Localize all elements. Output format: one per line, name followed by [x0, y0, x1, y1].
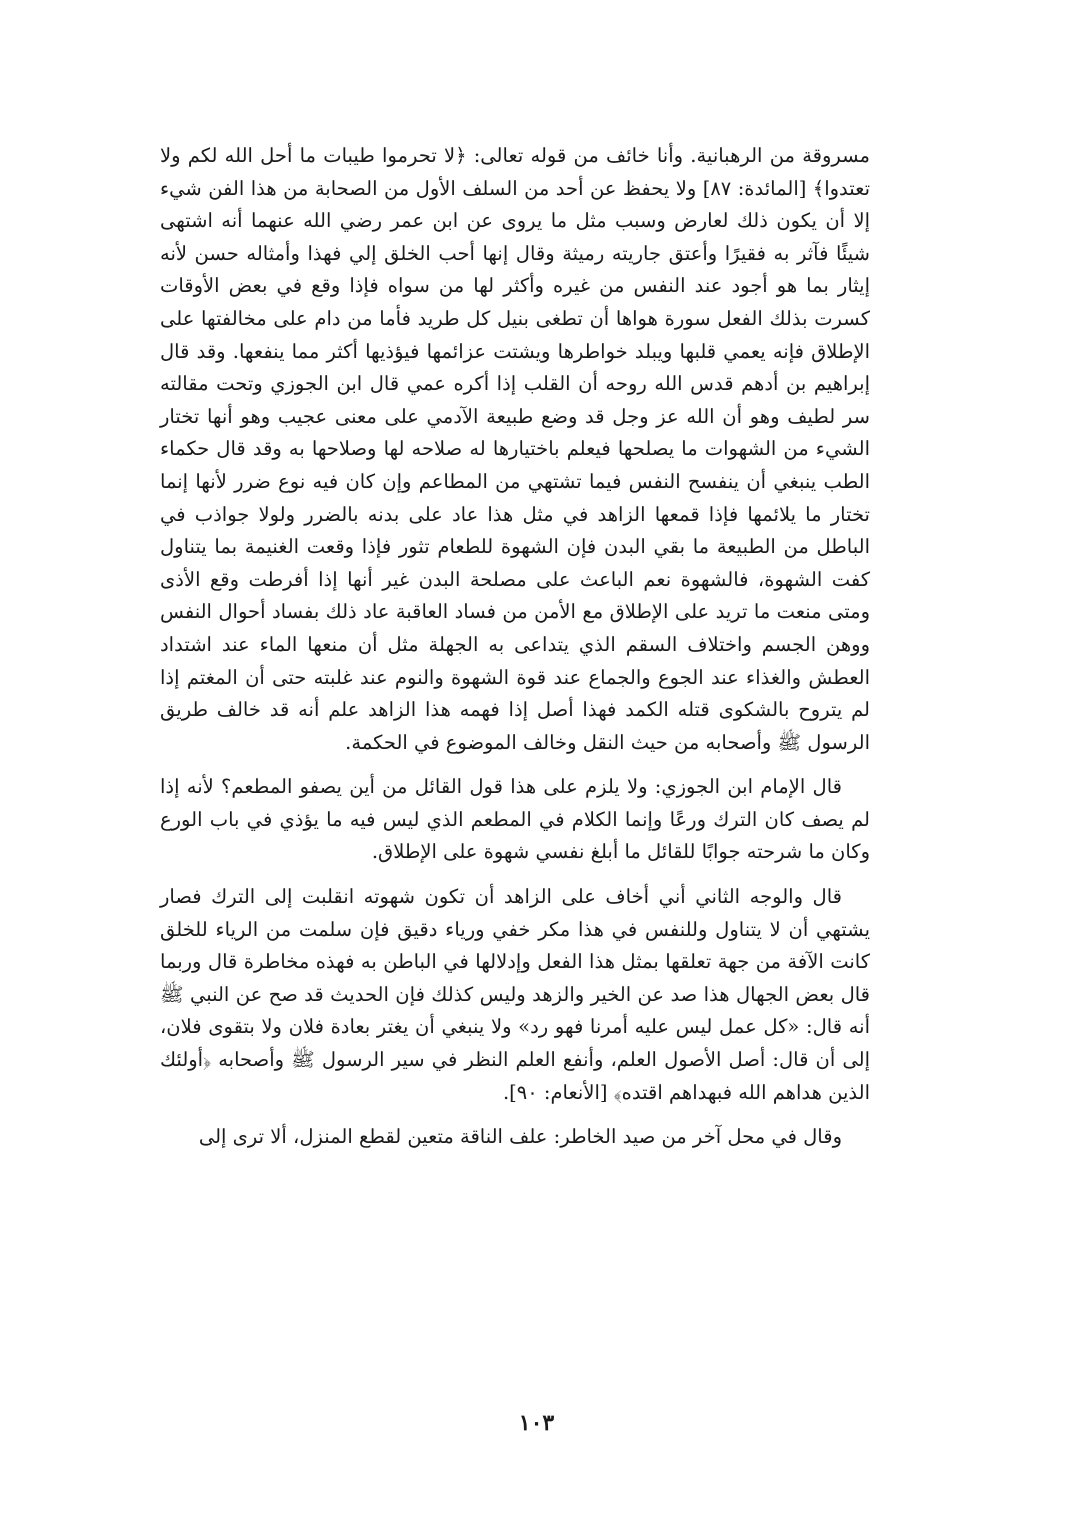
page-number: ١٠٣	[518, 1410, 555, 1436]
paragraph-2: قال الإمام ابن الجوزي: ولا يلزم على هذا قول القائل من أين يصفو المطعم؟ لأنه إذا لم يصف كان الترك ورعًا وإنما الكلام في المطعم الذي ليس فيه ما يؤذي في باب الورع وكان ما شرحته جوابًا للقائل ما أبلغ نفسي شهوة على الإطلاق.	[160, 775, 870, 864]
paragraph-4: وقال في محل آخر من صيد الخاطر: علف الناقة متعين لقطع المنزل، ألا ترى إلى	[198, 1125, 842, 1149]
paragraph-1: مسروقة من الرهبانية. وأنا خائف من قوله تعالى: ﴿لا تحرموا طيبات ما أحل الله لكم ولا تعتدوا﴾ [المائدة: ٨٧] ولا يحفظ عن أحد من السلف الأول من الصحابة من هذا الفن شيء إلا أن يكون ذلك لعارض وسبب مثل ما يروى عن ابن عمر رضي الله عنهما أنه اشتهى شيئًا فآثر به فقيرًا وأعتق جاريته رميثة وقال إنها أحب الخلق إلي فهذا وأمثاله حسن لأنه إيثار بما هو أجود عند النفس من غيره وأكثر لها من سواه فإذا وقع في بعض الأوقات كسرت بذلك الفعل سورة هواها أن تطغى بنيل كل طريد فأما من دام على مخالفتها على الإطلاق فإنه يعمي قلبها ويبلد خواطرها ويشتت عزائمها فيؤذيها أكثر مما ينفعها. وقد قال إبراهيم بن أدهم قدس الله روحه أن القلب إذا أكره عمي قال ابن الجوزي وتحت مقالته سر لطيف وهو أن الله عز وجل قد وضع طبيعة الآدمي على معنى عجيب وهو أنها تختار الشيء من الشهوات ما يصلحها فيعلم باختيارها له صلاحه لها وصلاحها به وقد قال حكماء الطب ينبغي أن ينفسح النفس فيما تشتهي من المطاعم وإن كان فيه نوع ضرر لأنها إنما تختار ما يلائمها فإذا قمعها الزاهد في مثل هذا عاد على بدنه بالضرر ولولا جواذب في الباطل من الطبيعة ما بقي البدن فإن الشهوة للطعام تثور فإذا وقعت الغنيمة بما يتناول كفت الشهوة، فالشهوة نعم الباعث على مصلحة البدن غير أنها إذا أفرطت وقع الأذى ومتى منعت ما تريد على الإطلاق مع الأمن من فساد العاقبة عاد ذلك بفساد أحوال النفس ووهن الجسم واختلاف السقم الذي يتداعى به الجهلة مثل أن منعها الماء عند اشتداد العطش والغذاء عند الجوع والجماع عند قوة الشهوة والنوم عند غلبته حتى أن المغتم إذا لم يتروح بالشكوى قتله الكمد فهذا أصل إذا فهمه هذا الزاهد علم أنه قد خالف طريق الرسول ﷺ وأصحابه من حيث النقل وخالف الموضوع في الحكمة.	[160, 144, 870, 754]
paragraph-3: قال والوجه الثاني أني أخاف على الزاهد أن تكون شهوته انقلبت إلى الترك فصار يشتهي أن لا يتناول وللنفس في هذا مكر خفي ورياء دقيق فإن سلمت من الرياء للخلق كانت الآفة من جهة تعلقها بمثل هذا الفعل وإدلالها في الباطن به فهذه مخاطرة قال وربما قال بعض الجهال هذا صد عن الخير والزهد وليس كذلك فإن الحديث قد صح عن النبي ﷺ أنه قال: «كل عمل ليس عليه أمرنا فهو رد» ولا ينبغي أن يغتر بعادة فلان ولا بتقوى فلان، إلى أن قال: أصل الأصول العلم، وأنفع العلم النظر في سير الرسول ﷺ وأصحابه ﴿أولئك الذين هداهم الله فبهداهم اقتده﴾ [الأنعام: ٩٠].	[160, 885, 870, 1104]
page-body	[160, 140, 870, 1154]
